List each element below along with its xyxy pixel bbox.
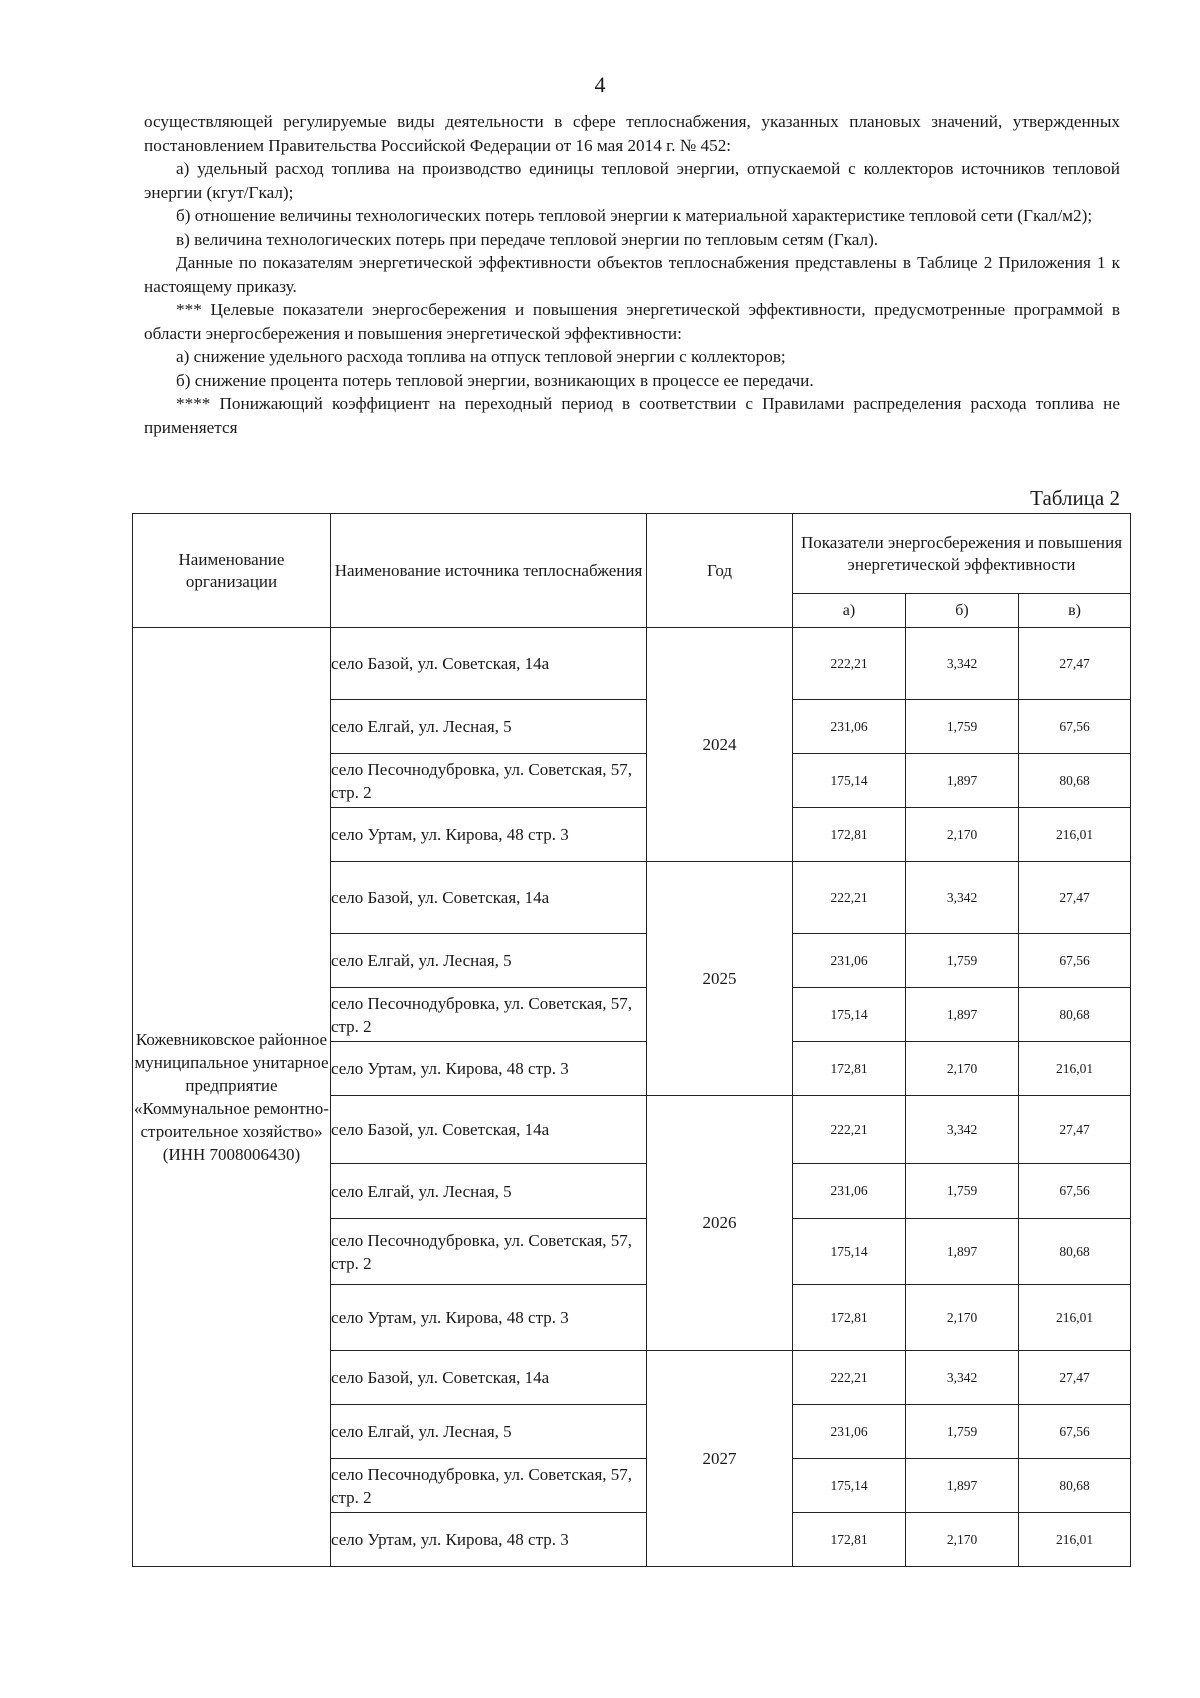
value-cell-b: 2,170 (906, 808, 1019, 862)
value-cell-c: 80,68 (1019, 1219, 1131, 1285)
paragraph: *** Целевые показатели энергосбережения и повышения энергетической эффективности, предусмотренные программой в области энергосбережения и повышения энергетической эффективности: (144, 300, 1120, 343)
paragraph: б) отношение величины технологических потерь тепловой энергии к материальной характеристике тепловой сети (Гкал/м2); (176, 206, 1093, 225)
value-cell-c: 216,01 (1019, 808, 1131, 862)
table-body (133, 628, 1131, 1567)
header-indicators: Показатели энергосбережения и повышения энергетической эффективности (793, 514, 1131, 594)
value-cell-b: 3,342 (906, 1351, 1019, 1405)
value-cell-b: 1,759 (906, 1164, 1019, 1219)
value-cell-c: 27,47 (1019, 628, 1131, 700)
value-cell-c: 27,47 (1019, 1351, 1131, 1405)
value-cell-b: 1,897 (906, 1219, 1019, 1285)
organization-cell: Кожевниковское районное муниципальное унитарное предприятие «Коммунальное ремонтно-строительное хозяйство» (ИНН 7008006430) (133, 628, 331, 1567)
body-text (144, 110, 1120, 439)
paragraph: **** Понижающий коэффициент на переходный период в соответствии с Правилами распределения расхода топлива не применяется (144, 394, 1120, 437)
value-cell-a: 222,21 (793, 862, 906, 934)
value-cell-b: 2,170 (906, 1285, 1019, 1351)
value-cell-c: 27,47 (1019, 1096, 1131, 1164)
header-c: в) (1019, 594, 1131, 628)
value-cell-b: 1,759 (906, 1405, 1019, 1459)
table-caption: Таблица 2 (1030, 486, 1120, 510)
value-cell-a: 231,06 (793, 1164, 906, 1219)
value-cell-a: 231,06 (793, 700, 906, 754)
value-cell-b: 3,342 (906, 862, 1019, 934)
value-cell-b: 1,759 (906, 934, 1019, 988)
value-cell-a: 175,14 (793, 988, 906, 1042)
table-row (133, 628, 1131, 700)
value-cell-c: 80,68 (1019, 1459, 1131, 1513)
value-cell-b: 1,897 (906, 754, 1019, 808)
source-cell: село Базой, ул. Советская, 14а (331, 1351, 647, 1405)
value-cell-a: 222,21 (793, 1351, 906, 1405)
source-cell: село Уртам, ул. Кирова, 48 стр. 3 (331, 808, 647, 862)
value-cell-c: 216,01 (1019, 1042, 1131, 1096)
value-cell-a: 172,81 (793, 1285, 906, 1351)
value-cell-c: 27,47 (1019, 862, 1131, 934)
value-cell-a: 175,14 (793, 754, 906, 808)
value-cell-a: 172,81 (793, 1513, 906, 1567)
value-cell-a: 222,21 (793, 628, 906, 700)
value-cell-c: 80,68 (1019, 988, 1131, 1042)
header-year: Год (647, 514, 793, 628)
header-source: Наименование источника теплоснабжения (331, 514, 647, 628)
value-cell-b: 1,897 (906, 1459, 1019, 1513)
value-cell-c: 216,01 (1019, 1513, 1131, 1567)
year-cell: 2026 (647, 1096, 793, 1351)
value-cell-b: 3,342 (906, 628, 1019, 700)
value-cell-a: 172,81 (793, 808, 906, 862)
source-cell: село Уртам, ул. Кирова, 48 стр. 3 (331, 1042, 647, 1096)
source-cell: село Уртам, ул. Кирова, 48 стр. 3 (331, 1513, 647, 1567)
paragraph: а) снижение удельного расхода топлива на отпуск тепловой энергии с коллекторов; (176, 347, 786, 366)
value-cell-c: 216,01 (1019, 1285, 1131, 1351)
source-cell: село Песочнодубровка, ул. Советская, 57, стр. 2 (331, 1459, 647, 1513)
source-cell: село Елгай, ул. Лесная, 5 (331, 1405, 647, 1459)
value-cell-c: 67,56 (1019, 934, 1131, 988)
value-cell-b: 2,170 (906, 1513, 1019, 1567)
year-cell: 2024 (647, 628, 793, 862)
value-cell-a: 172,81 (793, 1042, 906, 1096)
value-cell-a: 175,14 (793, 1459, 906, 1513)
source-cell: село Базой, ул. Советская, 14а (331, 862, 647, 934)
source-cell: село Песочнодубровка, ул. Советская, 57, стр. 2 (331, 1219, 647, 1285)
paragraph: осуществляющей регулируемые виды деятельности в сфере теплоснабжения, указанных плановых значений, утвержденных постановлением Правительства Российской Федерации от 16 мая 2014 г. № 452: (144, 112, 1120, 155)
value-cell-a: 175,14 (793, 1219, 906, 1285)
source-cell: село Уртам, ул. Кирова, 48 стр. 3 (331, 1285, 647, 1351)
header-b: б) (906, 594, 1019, 628)
year-cell: 2027 (647, 1351, 793, 1567)
value-cell-b: 3,342 (906, 1096, 1019, 1164)
source-cell: село Елгай, ул. Лесная, 5 (331, 934, 647, 988)
source-cell: село Базой, ул. Советская, 14а (331, 1096, 647, 1164)
header-org: Наименование организации (133, 514, 331, 628)
paragraph: в) величина технологических потерь при передаче тепловой энергии по тепловым сетям (Гкал). (176, 229, 879, 249)
value-cell-c: 67,56 (1019, 700, 1131, 754)
value-cell-b: 2,170 (906, 1042, 1019, 1096)
source-cell: село Песочнодубровка, ул. Советская, 57, стр. 2 (331, 988, 647, 1042)
value-cell-c: 67,56 (1019, 1405, 1131, 1459)
source-cell: село Елгай, ул. Лесная, 5 (331, 1164, 647, 1219)
value-cell-a: 231,06 (793, 934, 906, 988)
source-cell: село Елгай, ул. Лесная, 5 (331, 700, 647, 754)
source-cell: село Базой, ул. Советская, 14а (331, 628, 647, 700)
year-cell: 2025 (647, 862, 793, 1096)
value-cell-b: 1,759 (906, 700, 1019, 754)
value-cell-b: 1,897 (906, 988, 1019, 1042)
source-cell: село Песочнодубровка, ул. Советская, 57, стр. 2 (331, 754, 647, 808)
paragraph: Данные по показателям энергетической эффективности объектов теплоснабжения представлены в Таблице 2 Приложения 1 к настоящему приказу. (144, 253, 1120, 296)
value-cell-a: 231,06 (793, 1405, 906, 1459)
page-number: 4 (594, 72, 606, 97)
value-cell-a: 222,21 (793, 1096, 906, 1164)
paragraph: б) снижение процента потерь тепловой энергии, возникающих в процессе ее передачи. (176, 370, 814, 390)
header-a: а) (793, 594, 906, 628)
value-cell-c: 80,68 (1019, 754, 1131, 808)
indicators-table (132, 513, 1131, 1567)
paragraph: а) удельный расход топлива на производство единицы тепловой энергии, отпускаемой с коллекторов источников тепловой энергии (кгут/Гкал); (144, 159, 1120, 202)
value-cell-c: 67,56 (1019, 1164, 1131, 1219)
